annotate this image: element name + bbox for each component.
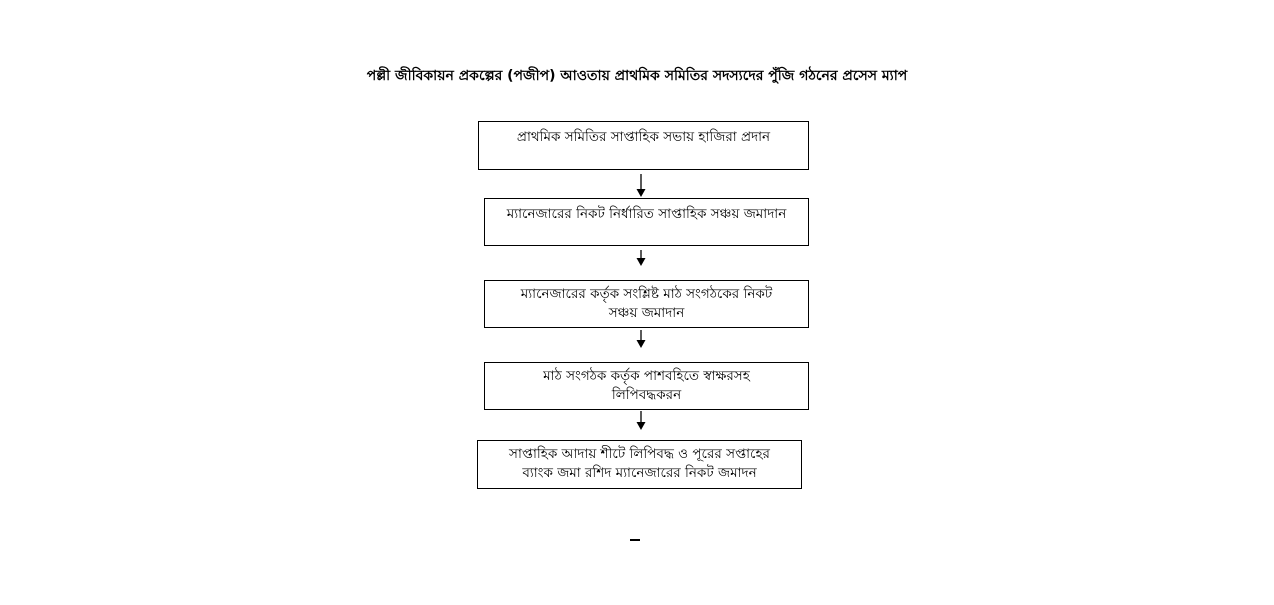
process-step-3-text-line-1: ম্যানেজারের কর্তৃক সংশ্লিষ্ট মাঠ সংগঠকের নিকট <box>520 286 773 302</box>
footer-dash-mark <box>630 539 640 541</box>
process-step-2-text: ম্যানেজারের নিকট নির্ধারিত সাপ্তাহিক সঞ্চয় জমাদান <box>506 206 787 222</box>
arrow-step-1-to-2 <box>637 174 646 197</box>
arrow-step-2-to-3 <box>637 250 646 266</box>
process-step-3-text-line-2: সঞ্চয় জমাদান <box>608 305 685 321</box>
process-step-4-text-line-2: লিপিবদ্ধকরন <box>611 387 682 403</box>
process-step-1-text: প্রাথমিক সমিতির সাপ্তাহিক সভায় হাজিরা প্রদান <box>516 129 771 145</box>
arrow-step-3-to-4 <box>637 330 646 348</box>
diagram-title: পল্লী জীবিকায়ন প্রকল্পের (পজীপ) আওতায় প্রাথমিক সমিতির সদস্যদের পুঁজি গঠনের প্রসেস ম্যাপ <box>366 68 908 84</box>
process-step-5-text-line-1: সাপ্তাহিক আদায় শীটে লিপিবদ্ধ ও পূরের সপ্তাহের <box>509 446 770 462</box>
arrow-step-4-to-5 <box>637 411 646 430</box>
process-step-4-text-line-1: মাঠ সংগঠক কর্তৃক পাশবহিতে স্বাক্ষরসহ <box>543 368 750 384</box>
process-step-5-text-line-2: ব্যাংক জমা রশিদ ম্যানেজারের নিকট জমাদন <box>522 465 757 481</box>
